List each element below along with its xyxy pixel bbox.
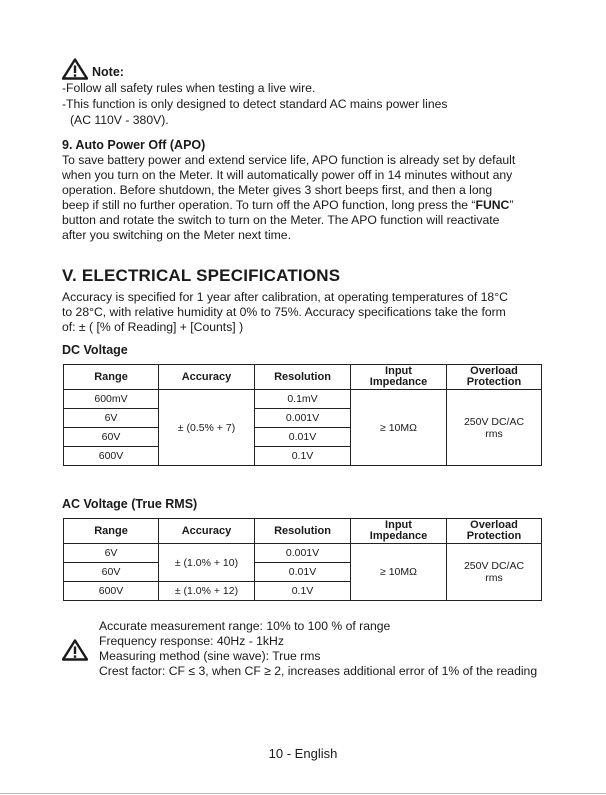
table-header-row [64, 365, 542, 390]
cell-overload: 250V DC/AC rms [447, 390, 542, 466]
cell-range: 6V [64, 409, 159, 428]
col-range: Range [64, 519, 159, 544]
col-input-impedance: Input Impedance [351, 365, 447, 390]
specs-intro-line: to 28°C, with relative humidity at 0% to 75%. Accuracy specifications take the form [62, 305, 506, 319]
cell-resolution: 0.01V [255, 563, 351, 582]
cell-overload: 250V DC/AC rms [447, 544, 542, 601]
apo-line [62, 198, 513, 214]
dc-heading: DC Voltage [62, 343, 128, 357]
col-accuracy: Accuracy [159, 519, 255, 544]
page-footer: 10 - English [268, 746, 338, 761]
apo-line: after you switching on the Meter next time. [62, 228, 291, 242]
footnote-line: Accurate measurement range: 10% to 100 % of range [99, 619, 391, 633]
table-row [64, 544, 542, 563]
col-overload-protection: Overload Protection [447, 365, 542, 390]
apo-line-text: ” [509, 198, 514, 212]
footnote-line: Measuring method (sine wave): True rms [99, 649, 321, 663]
note-header [62, 58, 124, 80]
note-label: Note: [92, 65, 124, 79]
col-range: Range [64, 365, 159, 390]
warning-icon [62, 58, 88, 80]
cell-accuracy: ± (1.0% + 12) [159, 582, 255, 601]
cell-resolution: 0.1V [255, 447, 351, 466]
cell-resolution: 0.1V [255, 582, 351, 601]
ac-heading: AC Voltage (True RMS) [62, 497, 198, 511]
cell-resolution: 0.1mV [255, 390, 351, 409]
cell-impedance: ≥ 10MΩ [351, 390, 447, 466]
col-input-impedance: Input Impedance [351, 519, 447, 544]
footnote-line: Frequency response: 40Hz - 1kHz [99, 634, 284, 648]
note-line: (AC 110V - 380V). [70, 113, 169, 127]
table-row [64, 390, 542, 409]
col-accuracy: Accuracy [159, 365, 255, 390]
cell-resolution: 0.001V [255, 544, 351, 563]
apo-heading: 9. Auto Power Off (APO) [62, 138, 206, 152]
table-header-row [64, 519, 542, 544]
apo-line: operation. Before shutdown, the Meter gives 3 short beeps first, and then a long [62, 183, 493, 197]
col-resolution: Resolution [255, 519, 351, 544]
apo-line-text: beep if still no further operation. To turn off the APO function, long press the “ [62, 198, 476, 212]
cell-accuracy: ± (0.5% + 7) [159, 390, 255, 466]
cell-range: 600mV [64, 390, 159, 409]
specs-intro-line: Accuracy is specified for 1 year after calibration, at operating temperatures of 18°C [62, 290, 508, 304]
note-line: -This function is only designed to detect standard AC mains power lines [62, 97, 448, 111]
dc-voltage-table [63, 364, 542, 466]
apo-line: when you turn on the Meter. It will automatically power off in 14 minutes without any [62, 168, 513, 182]
cell-resolution: 0.001V [255, 409, 351, 428]
cell-resolution: 0.01V [255, 428, 351, 447]
col-overload-protection: Overload Protection [447, 519, 542, 544]
apo-line: button and rotate the switch to turn on the Meter. The APO function will reactivate [62, 213, 500, 227]
note-line: -Follow all safety rules when testing a live wire. [62, 81, 316, 95]
cell-range: 6V [64, 544, 159, 563]
section-heading: V. ELECTRICAL SPECIFICATIONS [62, 266, 341, 285]
page-bottom-divider [0, 793, 606, 794]
cell-range: 60V [64, 428, 159, 447]
cell-range: 600V [64, 447, 159, 466]
specs-intro-line: of: ± ( [% of Reading] + [Counts] ) [62, 320, 244, 334]
func-key-label: FUNC [475, 198, 510, 212]
cell-accuracy: ± (1.0% + 10) [159, 544, 255, 582]
footnote-line: Crest factor: CF ≤ 3, when CF ≥ 2, increases additional error of 1% of the reading [99, 664, 538, 678]
ac-voltage-table [63, 518, 542, 601]
warning-icon [62, 639, 88, 661]
cell-range: 60V [64, 563, 159, 582]
col-resolution: Resolution [255, 365, 351, 390]
apo-line: To save battery power and extend service life, APO function is already set by default [62, 153, 516, 167]
cell-impedance: ≥ 10MΩ [351, 544, 447, 601]
cell-range: 600V [64, 582, 159, 601]
